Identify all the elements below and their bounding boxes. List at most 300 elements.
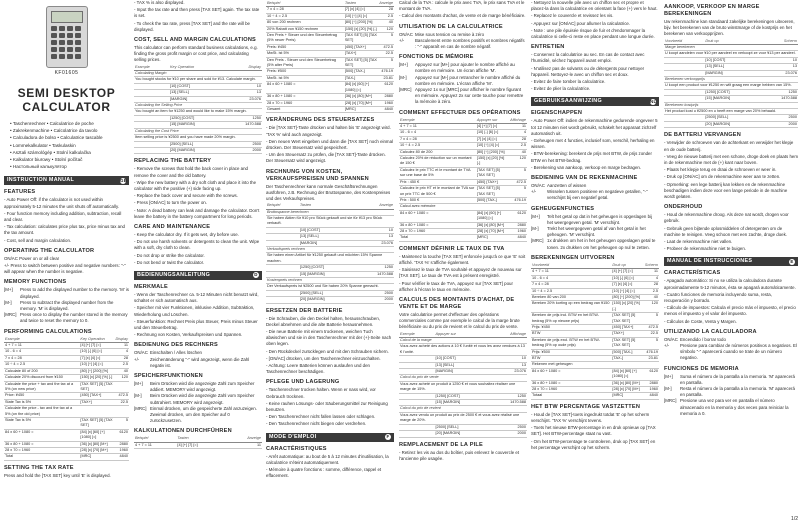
table-cell: [4] [+] [7] [=] (79, 343, 114, 349)
table-cell: Calculate 20% discount from ¥150 (4, 375, 79, 381)
table-cell: 2000 (489, 431, 527, 437)
key-label: [M-] (134, 393, 142, 399)
table-cell: 120 (115, 375, 129, 381)
care-list (134, 232, 262, 266)
replacing-list (134, 166, 262, 220)
table-row (4, 381, 129, 393)
key-description-row (399, 62, 527, 74)
table-description: Vous avez vendu un produit au prix de 2500 € et vous avez réalisé une marge de 20%. (399, 412, 527, 424)
key-description-row (4, 300, 129, 312)
paragraph: - Die Schrauben, die den Deckel halten, herausschrauben, Deckel abnehmen und die alte Batterie herausnehmen. (266, 315, 380, 327)
heading-utilizando: UTILIZANDO LA CALCULADORA (664, 328, 757, 335)
table-cell: [4] [+] [7] [=] (176, 442, 226, 448)
table-cell: 80 von 200 rechnen (266, 20, 344, 26)
onderhoud-list (664, 212, 798, 252)
table-cell: 4 (644, 275, 659, 281)
table-description-row (399, 344, 527, 356)
key-description: Encendido / borrar todo (680, 336, 726, 342)
features-list (4, 197, 129, 243)
table-cell: 2500 (356, 290, 394, 296)
key-description-row (134, 381, 262, 393)
table-cell: 7 x 4 = 28 (531, 282, 611, 288)
section-bar-gebruiksaanwijzing: GEBRUIKSAANWIJZING NL (531, 97, 659, 106)
table-row (266, 57, 394, 69)
table-cell: 23.076 (356, 240, 394, 246)
table-cell: 4840 (115, 454, 129, 460)
table-cell: BTW (531, 331, 611, 337)
table-cell: 1960 (644, 387, 659, 393)
table-cell: 10 - 6 = 4 (4, 349, 79, 355)
paragraph: - Rechnung von Kosten, Verkaufspreisen und Spannen. (134, 332, 243, 338)
table-cell: State Tax is 5% (4, 399, 79, 405)
table-cell: 36 x 80 + 1080 = (531, 380, 611, 386)
aankoop-text: Uw rekenmachine kan standaard zakelijke berekeningen uitvoeren, bijv. het berekenen van de bruto winstmarge of de kostprijs en het berekenen van verkoopprijzen. (664, 19, 795, 37)
key-description: Appuyez sur [M-] pour retrancher le nombre affiché du nombre en mémoire. L'écran affiche 'M'. (415, 74, 521, 86)
table-cell: [500] [TAX-] (611, 349, 643, 355)
table-cell: 2500 (489, 424, 527, 430)
table-cell: [10] [COST] (434, 356, 489, 362)
operations-table (399, 118, 527, 242)
heading-replacing-battery: REPLACING THE BATTERY (134, 158, 212, 165)
paragraph: - Den Taschenrechner nicht biegen oder verdrehen. (266, 421, 367, 427)
table-cell: [TAX-] (344, 75, 378, 81)
table-cell: 1470.588 (489, 400, 527, 406)
table-cell: [500] [TAX-] (476, 197, 509, 203)
key-label: [MRC] (4, 312, 17, 318)
table-description-row (266, 253, 394, 265)
table-cell: 476.19 (378, 69, 394, 75)
paragraph: - [ON/AC] drücken, um den Taschenrechner einzuschalten. (266, 355, 381, 361)
csm-text: This calculator can perform standard business calculations, e.g. finding the gross profit margin or cost price, and calculating selling prices. (134, 45, 258, 63)
paragraph: - Cost, sell and margin calculation. (4, 237, 72, 243)
table-description-row (399, 412, 527, 424)
heading-eigenschappen: EIGENSCHAPPEN (531, 110, 583, 117)
table-cell: 23.81 (644, 355, 659, 361)
table-cell: [4] [+] [7] [=] (611, 269, 643, 275)
paragraph: - Evitez de plier la calculatrice. (531, 86, 591, 92)
table-cell: [15] [MARGIN] (704, 96, 760, 102)
paragraph: - Cálculos de Coste, Venta y Margen. (664, 318, 737, 324)
table-cell: 1470.588 (760, 96, 798, 102)
language-badge-e: E (790, 258, 794, 264)
table-cell: [2500] [SELL] (434, 424, 489, 430)
table-cell: 13 (489, 362, 527, 368)
paragraph: - Keep the calculator dry. If it gets wet, dry before use. (134, 231, 239, 237)
table-cell: 10 ÷ 4 = 2.5 (266, 13, 344, 19)
paragraph: - Houd de [TAX SET]-toets ingedrukt totdat 'E' op het scherm verschijnt. 'TAX %' verschijnt tevens. (531, 411, 650, 424)
table-cell: [10] [-] [6] [=] (611, 275, 643, 281)
table-cell: Rekenen met geheugen (531, 362, 611, 368)
heading-calculs-montants: CALCULS DES MONTANTS D'ACHAT, DE VENTE ET DE MARGE (399, 296, 515, 310)
heading-memory: MEMORY FUNCTIONS (4, 279, 67, 286)
language-item: • Taschenrechner • Calculatrice de poche (10, 120, 129, 127)
table-cell: 23.076 (225, 96, 262, 102)
table-cell: [TAX+] (611, 331, 643, 337)
table-cell: [13] [SELL] (299, 234, 356, 240)
heading-utilisation: UTILISATION DE LA CALCULATRICE (399, 23, 503, 30)
table-row (664, 121, 798, 127)
table-row (399, 210, 527, 222)
table-description-row (664, 51, 798, 57)
language-badge-nl: NL (650, 98, 657, 104)
table-cell: [TAX SET] [5] [TAX SET] (476, 186, 509, 198)
heading-btw: HET BTW PERCENTAGE VASTZETTEN (531, 403, 641, 410)
table-cell: 4 (509, 130, 527, 136)
language-list (10, 120, 129, 170)
heading-berekeningen: BEREKENINGEN UITVOEREN (531, 254, 615, 261)
key-description: Suma el número de la pantalla a la memoria. 'M' aparecerá en pantalla. (680, 373, 795, 385)
berekeningen-table (531, 263, 659, 400)
paragraph: - Appuyez sur [ON/AC] pour allumer la calculatrice. (531, 20, 631, 26)
heading-merkmale: MERKMALE (134, 283, 168, 290)
table-cell: Prix : 500 € (399, 197, 476, 203)
kosten-table (266, 203, 394, 304)
table-cell: Calculez le prix TTC et le montant de TVA sur une base de 5% (399, 167, 476, 179)
paragraph: - Remove the screws that hold the back cover in place and remove the cover and the old battery. (134, 166, 248, 178)
table-cell: Total (399, 235, 476, 241)
table-header-cell: Key Operation (169, 65, 225, 71)
table-section-title: Calculating the Selling Price (134, 103, 262, 109)
paragraph: - Steuerfunktion: Rechnet Preis plus Steuer, Preis minus Steuer und den Steuerbetrag. (134, 318, 258, 330)
key-label: [M+] (399, 62, 408, 68)
table-cell: 1250 (760, 89, 798, 95)
remplacement-list (399, 450, 527, 462)
section-bar-manual-instrucciones: MANUAL DE INSTRUCCIONES E (664, 257, 798, 266)
heading-kosten: RECHNUNG VON KOSTEN, VERKAUFSPREISEN UND SPANNEN (266, 168, 369, 182)
column-2 (134, 0, 262, 525)
page-number: 1/2 (791, 516, 798, 522)
kalkulationen-table (134, 436, 262, 449)
paragraph: - Den Taschenrechner nicht fallen lassen oder schlagen. (266, 414, 376, 420)
table-cell: [15] [MARGIN] (434, 400, 489, 406)
key-label: +/- (664, 342, 670, 348)
table-cell: 472.5 (509, 179, 527, 185)
table-cell: 10 (225, 83, 262, 89)
heading-features: FEATURES (4, 189, 36, 196)
table-cell: 1250 (489, 393, 527, 399)
table-row (4, 406, 129, 418)
document-title: SEMI DESKTOP CALCULATOR (17, 86, 116, 114)
table-row (4, 417, 129, 429)
language-badge-d: D (254, 272, 258, 278)
key-label: [MRC] (134, 405, 147, 411)
table-cell: 10 - 6 = 4 (399, 130, 476, 136)
key-description-row (134, 357, 262, 369)
table-cell: [MRC] (344, 106, 378, 112)
table-cell: 5 (509, 167, 527, 179)
key-label: [M+] (134, 380, 143, 386)
table-cell: Bereken de prijs incl. BTW en het BTW-bedrag (5% op nieuwe prijs) (531, 313, 611, 325)
paragraph: - Den Rückdeckel zurücklegen und mit den Schrauben sichern. (266, 348, 389, 354)
table-description: You bought stocks for ¥10 per share and sold for ¥13. Calculate margin. (134, 77, 262, 83)
language-item: • Настольный калькулятор (10, 163, 129, 170)
table-cell: [13] [SELL] (704, 64, 760, 70)
key-description: Press to add the displayed number to the memory. 'M' is displayed. (20, 287, 129, 299)
table-header-cell: Appuyer sur (434, 332, 489, 338)
table-cell: 10 (489, 356, 527, 362)
model-number: KF01605 (54, 70, 79, 76)
paragraph: - Evitez de faire tomber la calculatrice. (531, 79, 606, 85)
key-label: [MRC] (399, 87, 412, 93)
table-description: U koopt aandelen voor ¥10 per aandeel en verkoopt ze voor ¥13 per aandeel. (664, 51, 798, 57)
table-description-row (134, 77, 262, 83)
key-description: Presione para cambiar de números positivos a negativos. El símbolo "-" aparecerá cuando se trate de un número negativo. (680, 342, 797, 361)
paragraph: - Keine rauhen Lösungs- oder Säuberungsmittel zur Reinigung benutzen. (266, 400, 388, 413)
paragraph: - Cálculo de impuestos: Calcula el precio más el impuesto, el precio menos el impuesto y el valor del impuesto. (664, 305, 796, 317)
heading-cost-sell-margin: COST, SELL AND MARGIN CALCULATIONS (134, 37, 256, 44)
table-cell: 28 (644, 282, 659, 288)
paragraph: - Four function memory including addition, subtraction, recall and clear. (4, 210, 122, 223)
table-section-title: Bruttospanne berechnen (266, 209, 394, 215)
table-description: Item selling price is ¥2500 and you have made 20% margin. (134, 135, 262, 141)
table-cell: [TAX SET] [5] [TAX SET] (344, 57, 377, 68)
paragraph: - Gebruik geen bijtende oplosmiddelen of detergenten om de machine te reinigen. Veeg schoon met een zachte, droge doek. (664, 225, 788, 237)
key-description: Telt het getal op dat in het geheugen is opgeslagen bij het weergegeven getal. 'M' verschijnt. (547, 213, 652, 225)
paragraph: - Saisissez le taux de TVA souhaité et appuyez de nouveau sur [TAX SET]. Le taux de TVA est à présent enregistré. (399, 267, 522, 279)
table-cell: [TAX SET] [5] [TAX SET] (611, 337, 643, 349)
table-cell: [10] [÷] [4] [=] (476, 143, 509, 149)
key-description: Trekt het weergegeven getal af van het getal in het geheugen. 'M' verschijnt. (547, 226, 646, 238)
table-cell: [80] [÷] [200] [%] (611, 294, 643, 300)
table-cell: 4 + 7 = 11 (399, 124, 476, 130)
key-description-row (134, 406, 262, 425)
paragraph: - Laat de rekenmachine niet vallen. (664, 238, 733, 244)
table-row (134, 442, 262, 448)
table-cell: 2880 (509, 222, 527, 228)
table-cell: 2500 (225, 141, 262, 147)
heading-kalkulationen: KALKULATIONEN DURCHFÜHREN (134, 428, 232, 435)
table-cell: 2500 (760, 115, 798, 121)
table-cell: 23.076 (489, 369, 527, 375)
table-section-title: Calcul du prix de vente (399, 375, 527, 381)
table-description: Het product kost u ¥2500 en u heeft een marge van 20% behaald. (664, 109, 798, 115)
table-cell (134, 147, 169, 153)
table-cell: [TAX+] (344, 51, 378, 57)
table-cell: [150] [x] [20] [%] [-] (79, 375, 114, 381)
table-cell: [TAX+] (79, 399, 114, 405)
table-description-row (664, 83, 798, 89)
table-description: U koopt een product voor ¥1250 en wilt graag een marge hebben van 15%. (664, 83, 798, 89)
table-cell: 120 (644, 301, 659, 313)
utilizando-list (664, 337, 798, 362)
table-cell: [TAX SET] [5] [TAX SET] (80, 381, 113, 391)
table-row (399, 167, 527, 179)
key-label: [M-] (4, 299, 12, 305)
table-cell: 4840 (509, 235, 527, 241)
table-row (531, 337, 659, 349)
table-cell: [1250] [COST] (299, 265, 356, 271)
heading-pflege: PFLEGE UND LAGERUNG (266, 379, 340, 386)
paragraph: - Conservez la calculatrice au sec. En cas de contact avec l'humidité, séchez l'appareil avant emploi. (531, 52, 645, 64)
table-cell: 1960 (115, 447, 129, 453)
table-cell: MwSt. ist 5% (266, 75, 344, 81)
column-1 (4, 0, 129, 525)
table-cell: 1960 (378, 100, 394, 106)
key-description: Press once to display the number stored in the memory and twice to reset the memory to 0. (20, 312, 128, 324)
key-label: [M-] (664, 385, 672, 391)
table-cell: [10] [÷] [4] [=] (344, 13, 378, 19)
table-row (399, 431, 527, 437)
key-description-row (664, 374, 798, 386)
table-cell: [4] [+] [7] [=] (476, 124, 509, 130)
table-row (531, 368, 659, 380)
table-description-row (266, 284, 394, 290)
table-description: Sie haben einen Artikel für ¥1250 gekauft und möchten 15% Spanne machen. (266, 253, 394, 265)
key-description: Einmal drücken, um die gespeicherte Zahl anzuzeigen. Zweimal drücken, um den Speicher auf 0 zurückzusetzen. (150, 405, 257, 424)
table-cell: 2.5 (378, 13, 394, 19)
table-cell: 472.5 (378, 44, 394, 50)
key-label: ON/AC (399, 31, 413, 37)
table-cell: 2880 (644, 380, 659, 386)
key-label: [M+] (531, 213, 540, 219)
language-badge-gb: GB (120, 177, 128, 183)
table-header-cell: Scherm (760, 39, 798, 45)
table-cell: [36] [x] [80] [M+] (476, 222, 509, 228)
paragraph: Calcul de la TVA : calcule le prix avec TVA, le prix sans TVA et le montant de TVA. (399, 0, 525, 12)
heading-geheugen: GEHEUGENFUNCTIES (531, 205, 595, 212)
language-badge-f: F (386, 434, 390, 440)
table-cell: 22.5 (115, 399, 129, 405)
table-header-cell: Tasten (344, 1, 378, 7)
table-cell: 20% Rabatt von ¥150 rechnen (266, 26, 344, 32)
table-header-cell: Anzeige (356, 203, 394, 209)
key-label: [MRC] (664, 398, 677, 404)
table-cell: 28 (378, 7, 394, 13)
table-cell: 1250 (225, 115, 262, 121)
table-cell: Calcul avec mémoire (399, 204, 476, 210)
table-cell: 1470.588 (356, 271, 394, 277)
table-row (4, 429, 129, 441)
key-label: [M-] (531, 226, 539, 232)
table-cell: [84] [x] [60] [+] [1080] [=] (79, 429, 114, 441)
paragraph: - N'utilisez pas de solvants ou de détergents pour nettoyer l'appareil. Nettoyez-le avec un chiffon sec et doux. (531, 65, 645, 77)
key-label: [M+] (664, 373, 673, 379)
key-description-row (399, 75, 527, 87)
paragraph: - Opmerking: een lege batterij kan lekken en de rekenmachine beschadigen indien deze voor een lange periode in de machine wordt gelaten. (664, 181, 788, 199)
table-cell: 28 (115, 355, 129, 361)
table-cell: Prijs: ¥450 (531, 324, 611, 330)
key-label: ON/AC (531, 183, 545, 189)
section-bar-bedienungsanleitung: BEDIENUNGSANLEITUNG D (134, 271, 262, 280)
table-cell: [450] [TAX+] (344, 44, 378, 50)
paragraph: - Apagado automático: Si no se utiliza la calculadora durante aproximadamente 5-12 minutos, ésta se apagará automáticamente. (664, 278, 796, 290)
table-cell: 5 (644, 337, 659, 349)
fonctions-list (399, 62, 527, 105)
table-cell: [MARGIN] (169, 96, 225, 102)
table-cell: 5 (644, 313, 659, 325)
table-cell: 4 + 7 = 11 (531, 269, 611, 275)
table-header-cell: Example (4, 337, 79, 343)
column-3 (266, 0, 394, 525)
calculator-illustration (46, 6, 88, 68)
table-cell: [2500] [SELL] (169, 141, 225, 147)
paragraph: - Do not drop or strike the calculator. (134, 252, 205, 258)
table-cell: 6120 (644, 368, 659, 380)
table-section-title: Marge berekenen (664, 45, 798, 51)
table-cell: [80] [÷] [200] [%] (476, 149, 509, 155)
language-item: • Kalkulator biurowy • Stolní počítač (10, 156, 129, 163)
table-header-cell: Exemple (399, 332, 434, 338)
language-item: • Lommekalkulator • Taskulaskin (10, 142, 129, 149)
table-cell: 84 x 60 + 1080 = (531, 368, 611, 380)
performing-table (4, 337, 129, 461)
key-description: Resta el número de la pantalla a la memoria. 'M' aparecerá en pantalla. (680, 385, 795, 398)
table-cell: [84] [x] [60] [+] [1080] [=] (611, 368, 643, 380)
table-cell: 6120 (378, 82, 394, 94)
table-row (399, 186, 527, 198)
paragraph: - Do not bend or twist the calculator. (134, 259, 205, 265)
table-cell: [10] [COST] (169, 83, 225, 89)
table-cell: 84 x 60 + 1080 = (266, 82, 344, 94)
key-description-row (399, 38, 527, 50)
table-cell: 5 (509, 186, 527, 198)
table-cell: 40 (644, 294, 659, 300)
table-cell: [TAX SET] [5] [TAX SET] (344, 33, 377, 43)
table-header-cell: Voorbeeld (531, 263, 611, 269)
table-cell: 10 ÷ 4 = 2.5 (4, 362, 79, 368)
column-4 (399, 0, 527, 525)
table-cell: State Tax is 5% (4, 417, 79, 429)
table-cell: [80] [÷] [200] [%] (344, 20, 378, 26)
table-cell: [MRC] (79, 454, 114, 460)
eigenschappen-list (531, 118, 659, 171)
table-cell: [7] [x] [4] [=] (611, 282, 643, 288)
table-header-cell: Exemple (399, 118, 476, 124)
table-cell (79, 406, 114, 418)
bedienung-list (134, 350, 262, 369)
table-cell: Calculez 20% de réduction sur un montant de 150 € (399, 156, 476, 168)
table-header-cell: Affichage (510, 117, 526, 122)
heading-speicher: SPEICHERFUNKTIONEN (134, 372, 203, 379)
table-row (266, 106, 394, 112)
key-label: [M-] (399, 74, 407, 80)
heading-entretien: ENTRETIEN (531, 44, 565, 51)
table-cell: 22.5 (378, 51, 394, 57)
paragraph: - TAX % is also displayed. (134, 0, 185, 5)
paragraph: - Mémoire à quatre fonctions : somme, différence, rappel et effacement. (266, 467, 382, 479)
table-cell: Preis: ¥450 (266, 44, 344, 50)
table-cell: 2.5 (115, 362, 129, 368)
paragraph: - Speicher mit vier Funktionen, inklusive Addition, Subtraktion, Wiederholung und Löschen. (134, 305, 255, 317)
table-cell: 1960 (509, 228, 527, 234)
table-cell: 472.5 (115, 393, 129, 399)
key-description: Einschalten / Alles löschen (150, 350, 202, 356)
utilisation-list (399, 32, 527, 51)
table-description-row (134, 109, 262, 115)
table-cell: 2000 (356, 297, 394, 303)
table-header-cell: Scherm (644, 262, 658, 267)
heading-batterij: DE BATTERIJ VERVANGEN (664, 132, 741, 139)
table-header-cell: Anzeige (379, 1, 393, 5)
table-cell: [13] [SELL] (434, 362, 489, 368)
key-description: Basculement entre nombres positifs et nombres négatifs : "-" apparaît en cas de nombre négatif. (415, 37, 525, 50)
paragraph: - Om het BTW-percentage te controleren, druk op [TAX SET] en het percentage verschijnt op het scherm. (531, 438, 656, 450)
table-cell: 7 x 4 = 28 (266, 7, 344, 13)
table-cell: MwSt. ist 5% (266, 51, 344, 57)
heading-operations: COMMENT EFFECTUER DES OPÉRATIONS (399, 109, 521, 116)
heading-performing: PERFORMING CALCULATIONS (4, 328, 92, 335)
table-cell: 2880 (115, 441, 129, 447)
table-description: Vous avez acheté des actions à 10 € l'unité et vous les avez vendues à 13 € l'unité. (399, 344, 527, 356)
table-cell: 2000 (760, 121, 798, 127)
table-cell: 5 (378, 33, 394, 45)
table-header-cell: Beispiel (266, 203, 299, 209)
heading-ersetzen: ERSETZEN DER BATTERIE (266, 307, 343, 314)
table-header-cell: Display (115, 336, 128, 341)
table-description: Sie haben Aktien für ¥10 pro Stück gekauft und sie für ¥13 pro Stück verkauft. (266, 215, 394, 227)
paragraph: - Calcul des montants d'achat, de vente et de marge bénéficiaire. (399, 13, 526, 19)
table-cell (664, 121, 704, 127)
